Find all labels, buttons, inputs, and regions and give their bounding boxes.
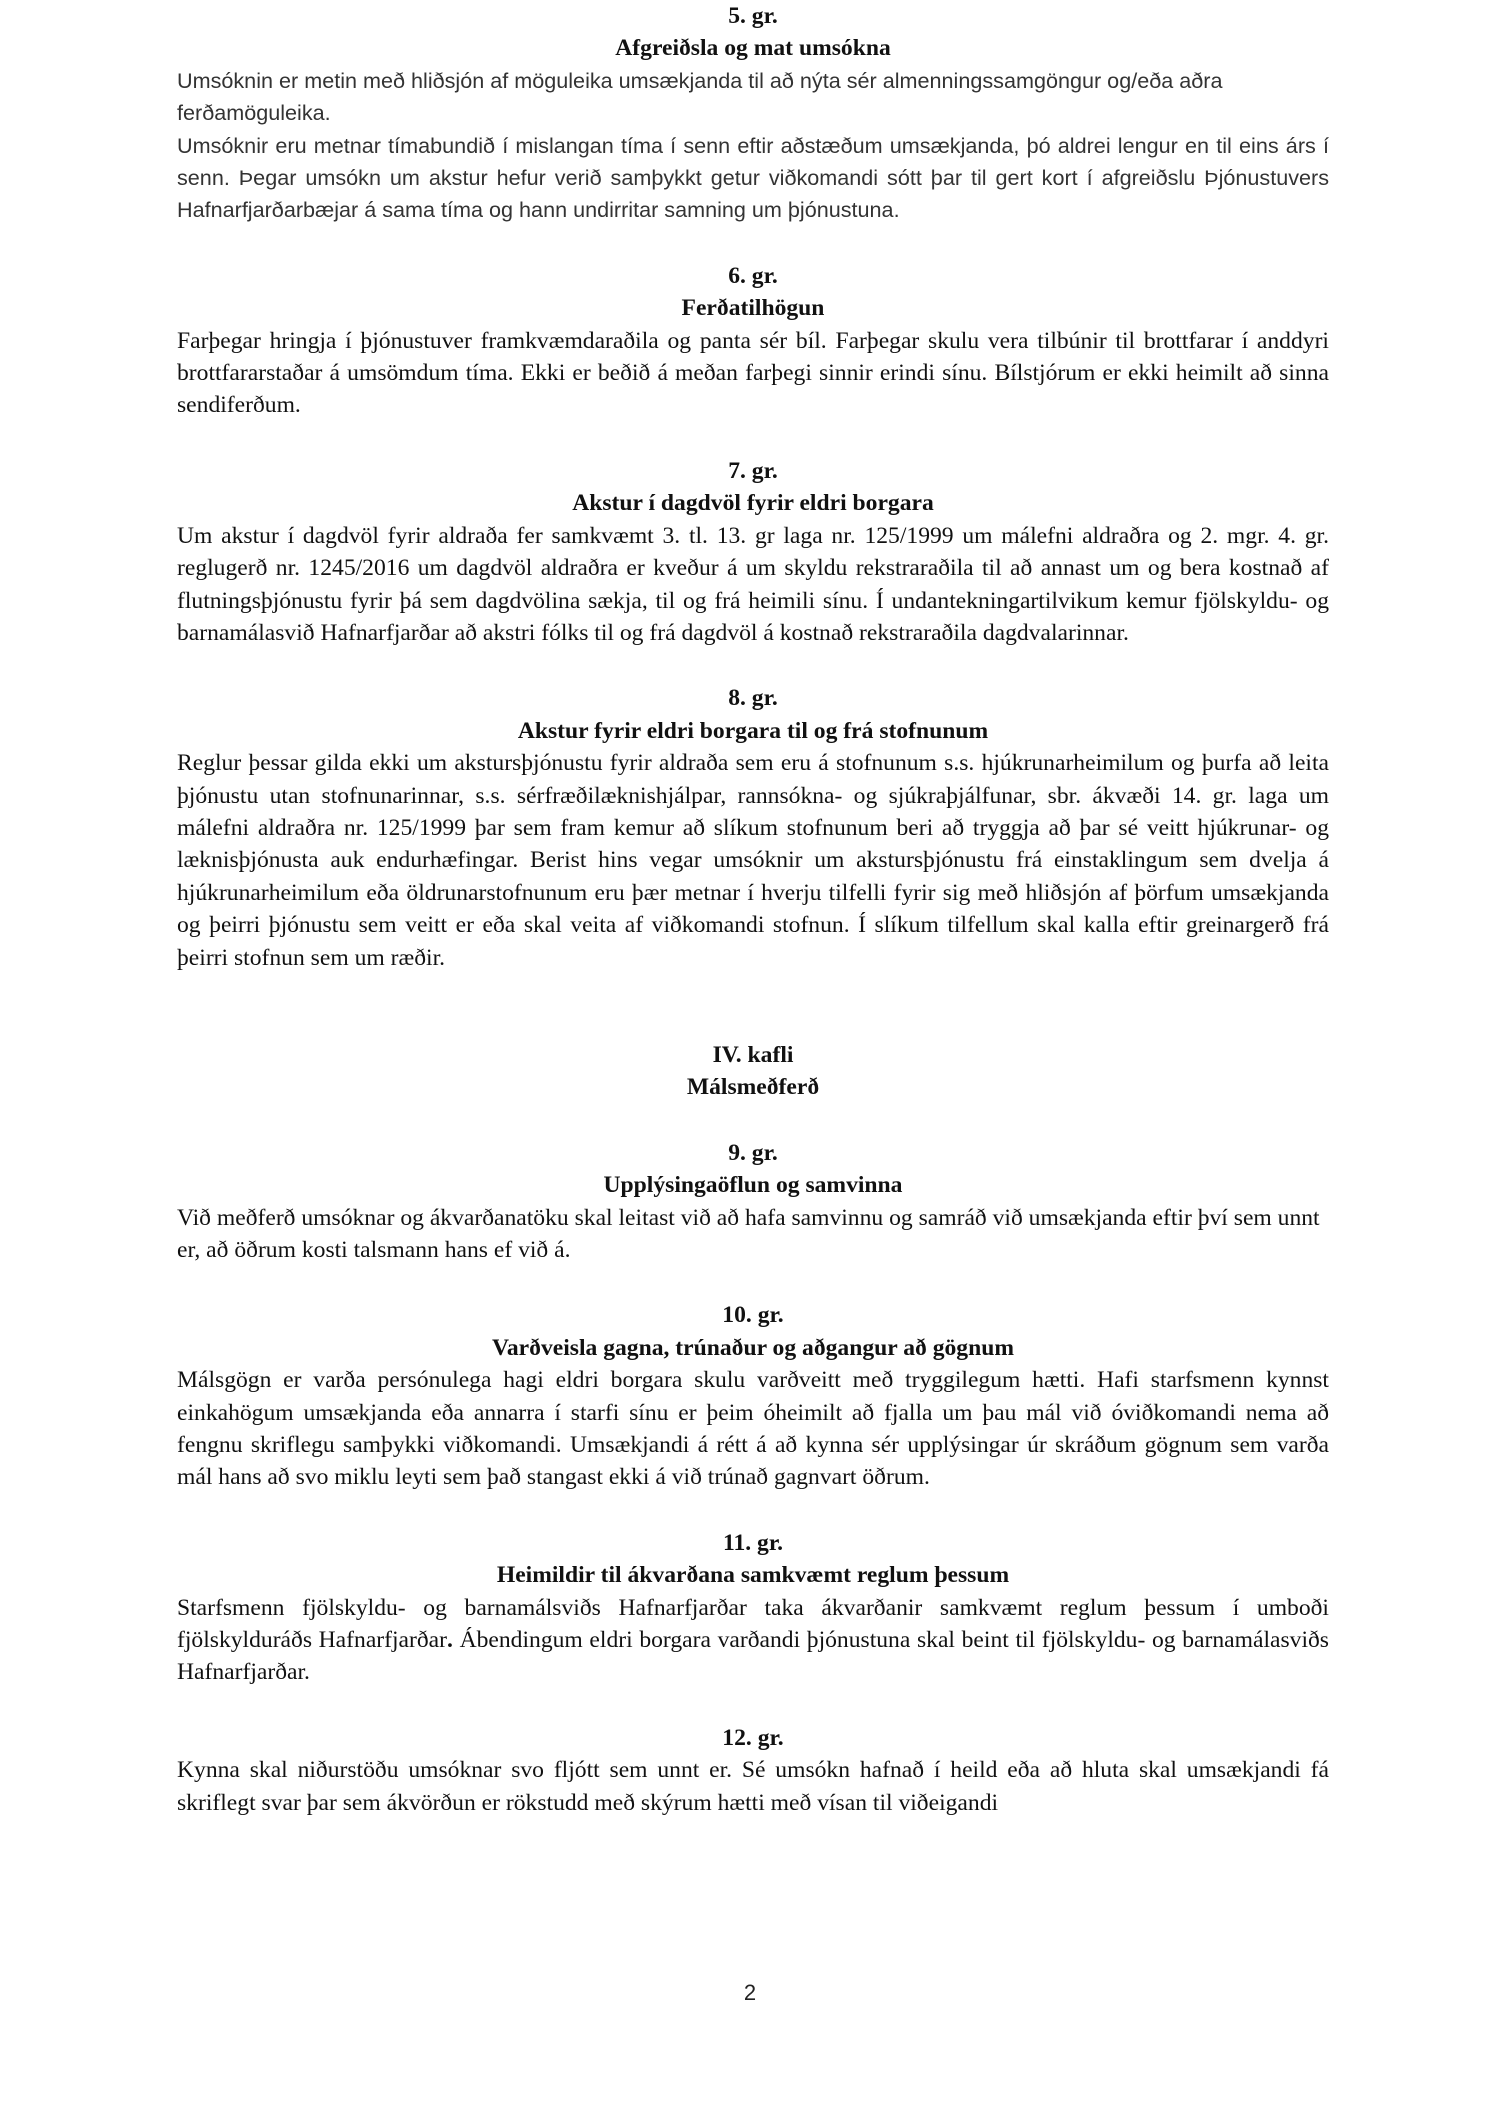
article-title: Akstur fyrir eldri borgara til og frá stofnunum [517,717,989,744]
article-title: Ferðatilhögun [681,295,825,322]
chapter-heading [177,1039,1329,1104]
article-paragraph: Um akstur í dagdvöl fyrir aldraða fer samkvæmt 3. tl. 13. gr laga nr. 125/1999 um málefni aldraðra og 2. mgr. 4. gr. reglugerð nr. 1245/2016 um dagdvöl aldraðra er kveður á um skyldu rekstraraðila til að annast um og bera kostnað af flutningsþjónustu fyrir þá sem dagdvölina sækja, til og frá heimili sínu. Í undantekningartilvikum kemur fjölskyldu- og barnamálasvið Hafnarfjarðar að akstri fólks til og frá dagdvöl á kostnað rekstraraðila dagdvalarinnar. [177,522,1329,646]
page-number: 2 [743,1980,757,2005]
article-title: Upplýsingaöflun og samvinna [603,1172,903,1199]
article-paragraph: Við meðferð umsóknar og ákvarðanatöku skal leitast við að hafa samvinnu og samráð við umsækjanda eftir því sem unnt er, að öðrum kosti talsmann hans ef við á. [177,1204,1320,1263]
article-5 [177,0,1329,227]
article-number: 9. gr. [728,1139,778,1166]
article-number: 6. gr. [728,262,778,289]
article-paragraph: Umsóknin er metin með hliðsjón af möguleika umsækjanda til að nýta sér almenningssamgöngur og/eða aðra ferðamöguleika. [177,67,1223,126]
article-number: 10. gr. [722,1302,784,1329]
article-number: 5. gr. [728,3,778,29]
bold-period: . [447,1627,453,1654]
article-paragraph: Farþegar hringja í þjónustuver framkvæmdaraðila og panta sér bíl. Farþegar skulu vera tilbúnir til brottfarar í anddyri brottfararstaðar á umsömdum tíma. Ekki er beðið á meðan farþegi sinnir erindi sínu. Bílstjórum er ekki heimilt að sinna sendiferðum. [177,327,1329,419]
article-paragraph [177,1592,1329,1689]
article-11 [177,1527,1329,1689]
chapter-number: IV. kafli [712,1041,794,1068]
article-number: 12. gr. [722,1724,784,1751]
article-title: Varðveisla gagna, trúnaður og aðgangur að gögnum [492,1334,1014,1361]
article-title: Afgreiðsla og mat umsókna [615,35,891,62]
article-paragraph-text: Starfsmenn fjölskyldu- og barnamálsviðs Hafnarfjarðar taka ákvarðanir samkvæmt reglum þessum í umboði fjölskylduráðs Hafnarfjarðar [177,1594,1329,1654]
article-paragraph: Málsgögn er varða persónulega hagi eldri borgara skulu varðveitt með tryggilegum hætti. Hafi starfsmenn kynnst einkahögum umsækjanda eða annarra í starfi sínu er þeim óheimilt að fjalla um þau mál við óviðkomandi nema að fengnu skriflegu samþykki viðkomandi. Umsækjandi á rétt á að kynna sér upplýsingar úr skráðum gögnum sem varða mál hans að svo miklu leyti sem það stangast ekki á við trúnað gagnvart öðrum. [177,1367,1329,1491]
article-title: Akstur í dagdvöl fyrir eldri borgara [572,490,934,517]
chapter-title: Málsmeðferð [686,1074,820,1101]
article-number: 11. gr. [722,1529,784,1556]
article-title: Heimildir til ákvarðana samkvæmt reglum þessum [496,1562,1010,1589]
article-8 [177,682,1329,974]
article-number: 7. gr. [728,457,778,484]
article-paragraph: Umsóknir eru metnar tímabundið í mislangan tíma í senn eftir aðstæðum umsækjanda, þó aldrei lengur en til eins árs í senn. Þegar umsókn um akstur hefur verið samþykkt getur viðkomandi sótt þar til gert kort í afgreiðslu Þjónustuvers Hafnarfjarðarbæjar á sama tíma og hann undirritar samning um þjónustuna. [177,132,1329,223]
article-number: 8. gr. [728,685,778,712]
document-page [177,0,1329,1819]
article-7 [177,455,1329,649]
article-12 [177,1722,1329,1819]
article-paragraph: Kynna skal niðurstöðu umsóknar svo fljótt sem unnt er. Sé umsókn hafnað í heild eða að hluta skal umsækjandi fá skriflegt svar þar sem ákvörðun er rökstudd með skýrum hætti með vísan til viðeigandi [177,1757,1329,1816]
article-paragraph-text: Ábendingum eldri borgara varðandi þjónustuna skal beint til fjölskyldu- og barnamálasviðs Hafnarfjarðar. [177,1627,1329,1686]
article-6 [177,260,1329,422]
article-10 [177,1299,1329,1493]
article-paragraph: Reglur þessar gilda ekki um akstursþjónustu fyrir aldraða sem eru á stofnunum s.s. hjúkrunarheimilum og þurfa að leita þjónustu utan stofnunarinnar, s.s. sérfræðilæknishjálpar, rannsókna- og sjúkraþjálfunar, sbr. ákvæði 14. gr. laga um málefni aldraðra nr. 125/1999 þar sem fram kemur að slíkum stofnunum beri að tryggja að þar sé veitt hjúkrunar- og læknisþjónusta auk endurhæfingar. Berist hins vegar umsóknir um akstursþjónustu frá einstaklingum sem dvelja á hjúkrunarheimilum eða öldrunarstofnunum eru þær metnar í hverju tilfelli fyrir sig með hliðsjón af þörfum umsækjanda og þeirri þjónustu sem veitt er eða skal veita af viðkomandi stofnun. Í slíkum tilfellum skal kalla eftir greinargerð frá þeirri stofnun sem um ræðir. [177,750,1329,971]
article-9 [177,1137,1329,1267]
